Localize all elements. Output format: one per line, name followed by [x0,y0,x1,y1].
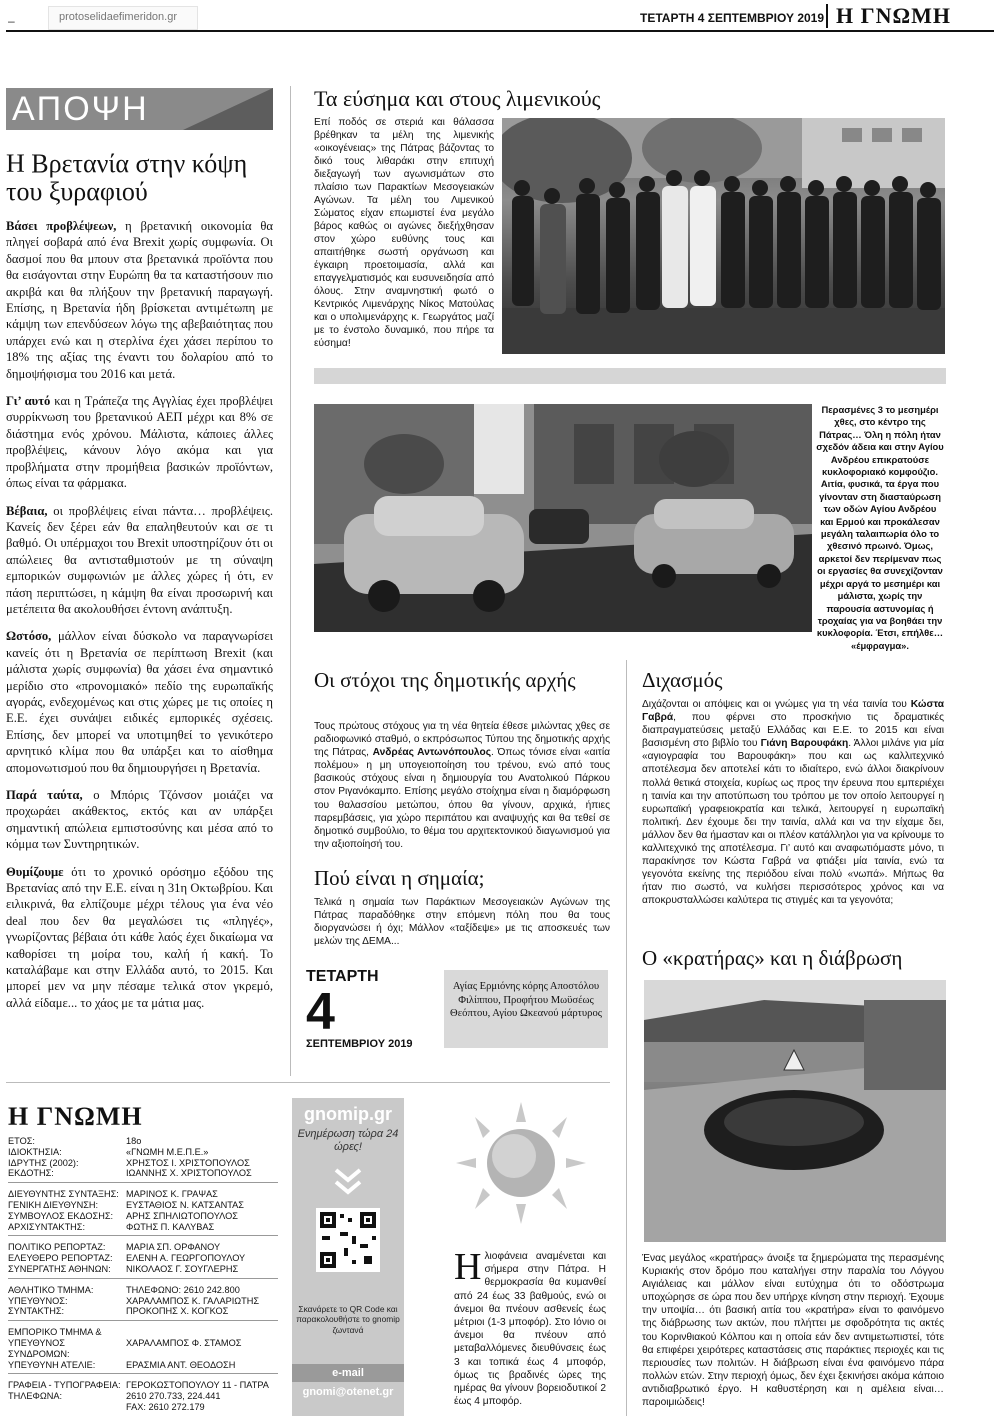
qr-code-icon[interactable] [316,1208,380,1272]
masthead-label: ΙΔΙΟΚΤΗΣΙΑ: [8,1146,62,1157]
day-month-year: ΣΕΠΤΕΜΒΡΙΟΥ 2019 [306,1038,413,1050]
saints-of-the-day: Αγίας Ερμιόνης κόρης Αποστόλου Φιλίππου, Προφήτου Μωϋσέως Θεόπτου, Αγίου Ωκεανού μάρτυρος [444,970,608,1048]
masthead-label: ΣΥΝΤΑΚΤΗΣ: [8,1306,65,1317]
masthead-value: ΜΑΡΙΝΟΣ Κ. ΓΡΑΨΑΣ [126,1189,218,1200]
kratiras-title: Ο «κρατήρας» και η διάβρωση [642,946,903,970]
gnomip-title[interactable]: gnomip.gr [304,1104,392,1124]
day-box [306,968,436,1060]
opinion-paragraph [6,503,273,618]
site-url-label[interactable]: protoselidaefimeridon.gr [48,6,198,30]
masthead-label: ΔΙΕΥΘΥΝΤΗΣ ΣΥΝΤΑΞΗΣ: [8,1189,119,1200]
masthead-label: ΕΛΕΥΘΕΡΟ ΡΕΠΟΡΤΑΖ: [8,1253,113,1264]
masthead-value: ΓΕΡΟΚΩΣΤΟΠΟΥΛΟΥ 11 - ΠΑΤΡΑ [126,1380,269,1391]
masthead-value: ΜΑΡΙΑ ΣΠ. ΟΡΦΑΝΟΥ [126,1242,221,1253]
day-weekday: ΤΕΤΑΡΤΗ [306,968,379,985]
masthead-label: ΣΥΝΕΡΓΑΤΗΣ ΑΘΗΝΩΝ: [8,1263,111,1274]
masthead-value: ΕΥΣΤΑΘΙΟΣ Ν. ΚΑΤΣΑΝΤΑΣ [126,1199,244,1210]
masthead-value: ΝΙΚΟΛΑΟΣ Γ. ΣΟΥΓΛΕΡΗΣ [126,1263,239,1274]
masthead-group [8,1242,278,1278]
section-label-text: ΑΠΟΨΗ [12,90,149,128]
opinion-paragraph [6,787,273,853]
opinion-paragraph [6,393,273,491]
stoxoi-body [314,720,610,851]
header-rule [6,30,994,32]
email-link[interactable]: gnomi@otenet.gr [302,1386,394,1398]
traffic-photo-caption: Περασμένες 3 το μεσημέρι χθες, στο κέντρο της Πάτρας… Όλη η πόλη ήταν σχεδόν άδεια και στην Αγίου Ανδρέου επικρατούσε κυκλοφοριακό κομφούζιο. Αιτία, φυσικά, τα έργα που γίνονταν στη διασταύρωση των οδών Αγίου Ανδρέου και Ερμού και προκάλεσαν μεγάλη ταλαιπωρία όλο το χθεσινό πρωινό. Όμως, αρκετοί δεν περίμεναν πως οι εργασίες θα συνεχίζονταν μέχρι αργά το μεσημέρι και μάλιστα, χωρίς την παρουσία αστυνομίας ή τροχαίας για να βοηθάει την κυκλοφορία. Έτσι, επήλθε… «έμφραγμα». [816,404,944,651]
masthead-group [8,1327,278,1374]
masthead-row [8,1200,278,1211]
column-divider [290,86,291,1076]
column-divider [626,660,627,1416]
opinion-title: Η Βρετανία στην κόψη του ξυραφιού [6,149,248,206]
paragraph-text: και η Τράπεζα της Αγγλίας έχει προβλέψει συρρίκνωση του βρετανικού ΑΕΠ μέχρι και 8% σε διάστημα ενός χρόνου. Μάλιστα, κάποιες άλλες προβλέψεις, κάνουν λόγο ακόμα και για προβλήματα στην προμήθεια βασικών προϊόντων, όπως είναι τα φάρμακα. [6,394,273,491]
masthead-value: ΦΩΤΗΣ Π. ΚΑΛΥΒΑΣ [126,1221,215,1232]
weather-drop-cap: Η [454,1246,482,1288]
masthead-value [126,1327,278,1338]
paragraph-lead: Βέβαια, [6,503,48,518]
masthead-credits [8,1136,278,1422]
masthead-row [8,1285,278,1296]
gray-separator-band [314,368,946,384]
masthead-label: ΑΡΧΙΣΥΝΤΑΚΤΗΣ: [8,1221,86,1232]
masthead-row [8,1222,278,1233]
masthead-group [8,1189,278,1236]
paragraph-lead: Θυμίζουμε [6,864,64,879]
stoxoi-title: Οι στόχοι της δημοτικής αρχής [314,668,576,692]
dixasmos-text: Διχάζονται οι απόψεις και οι γνώμες για τη νέα ταινία του [642,699,911,710]
traffic-street-photo [314,404,812,632]
bottom-rule [6,1082,610,1083]
masthead-label: ΓΕΝΙΚΗ ΔΙΕΥΘΥΝΣΗ: [8,1199,99,1210]
masthead-value: FAX: 2610 272.179 [126,1401,205,1412]
masthead-label: ΙΔΡΥΤΗΣ (2002): [8,1157,79,1168]
masthead-row [8,1158,278,1169]
masthead-label: ΠΟΛΙΤΙΚΟ ΡΕΠΟΡΤΑΖ: [8,1242,106,1253]
masthead-label: ΕΤΟΣ: [8,1136,35,1146]
masthead-row [8,1391,278,1402]
newspaper-logo: Η ΓΝΩΜΗ [826,4,976,28]
gnomip-promo-box [292,1098,404,1416]
crater-road-photo [644,980,946,1242]
top-story-title: Τα εύσημα και στους λιμενικούς [314,86,601,111]
masthead-group [8,1380,278,1415]
masthead-label: ΥΠΕΥΘΥΝΟΣ: [8,1295,68,1306]
masthead-label: ΥΠΕΥΘΥΝΗ ΑΤΕΛΙΕ: [8,1359,96,1370]
chevron-down-icon [330,1162,366,1198]
masthead-row [8,1327,278,1338]
dixasmos-text: , που φέρνει στο προσκήνιο τις δραματικές διαπραγματεύσεις μεταξύ Ελλάδας και Ε.Ε. το 2015 και είναι βασισμένη στο βιβλίο του [642,712,944,750]
masthead-row [8,1402,278,1413]
opinion-paragraph [6,628,273,776]
kratiras-body: Ένας μεγάλος «κρατήρας» άνοιξε τα ξημερώματα της περασμένης Κυριακής στον δρόμο που καταλήγει στην παραλία του Λόγγου Αιγιάλειας και μάλλον είναι ευτύχημα ότι το οδόστρωμα υποχώρησε σε ώρα που δεν υπήρχε κίνηση στην περιοχή. Έχουμε την υποψία… ότι βασική αιτία του «κρατήρα» είναι το φαινόμενο της διάβρωσης των ακτών, που πλήττει με σφοδρότητα τις ακτές του Κορινθιακού Κόλπου και η οποία εάν δεν αντιμετωπιστεί, τότε θα επιφέρει χειρότερες καταστάσεις στις παράκτιες περιοχές και τις περιουσίες των πολιτών. Η διάβρωση είναι ένα φαινόμενο πάρα πολλών ετών. Στην περιοχή όμως, δεν έχει ξεκινήσει ακόμα κάποιο αντιδιαβρωτικό έργο. Η καθυστέρηση και η αμέλεια είναι… παροιμιώδεις! [642,1253,944,1409]
masthead-row [8,1168,278,1179]
masthead-row [8,1147,278,1158]
paragraph-text: η βρετανική οικονομία θα πληγεί σοβαρά από ένα Brexit χωρίς συμφωνία. Οι δασμοί που θα μπουν στα βρετανικά προϊόντα που θα εισάγονται στην Ευρώπη θα τα καταστήσουν πιο ακριβά και θα πλήξουν την βρετανική παραγωγή. Επίσης, η Βρετανία ήδη βρίσκεται αντιμέτωπη με κάμψη των επενδύσεων λόγω της αβεβαιότητας που υπάρχει ενώ και η στερλίνα έχει χάσει περίπου το 18% της αξίας της έναντι του δολαρίου από το δημοψήφισμα του 2016 και μετά. [6,219,273,381]
masthead-value: ΧΡΗΣΤΟΣ Ι. ΧΡΙΣΤΟΠΟΥΛΟΣ [126,1157,250,1168]
masthead-row [8,1253,278,1264]
masthead-row [8,1338,278,1360]
paragraph-text: ο Μπόρις Τζόνσον μοιάζει να προχωράει ακάθεκτος, εκτός και αν υπάρξει σημαντική απώλεια εμπιστοσύνης και μέσα από το κόμμα των Συντηρητικών. [6,788,273,852]
email-label: e-mail [292,1364,404,1382]
masthead-row [8,1306,278,1317]
dixasmos-body [642,698,944,908]
opinion-body [6,218,273,1022]
masthead-label: ΣΥΜΒΟΥΛΟΣ ΕΚΔΟΣΗΣ: [8,1210,114,1221]
masthead-value: «ΓΝΩΜΗ Μ.Ε.Π.Ε.» [126,1146,209,1157]
coast-guard-group-photo [502,118,945,354]
dixasmos-text: . Άλλοι μιλάνε για μία «αγιογραφία του Βαρουφάκη» που και ως καλλιτεχνικό αποτέλεσμα δεν αποτελεί κάτι το ιδιαίτερο, ενώ άλλοι διακρίνουν πολλά θετικά στοιχεία, κυρίως ως προς την έρευνα που εμπεριέχει η ταινία και την αποτύπωση του τρόπου με τον οποίο λειτουργεί η ευρωπαϊκή γραφειοκρατία και τελικά, λειτουργεί η ευρωπαϊκή πολιτική. Δεν έχουμε δει την ταινία, αλλά και να την είχαμε δει, μάλλον δεν θα ήμασταν και οι πλέον κατάλληλοι για να κρίνουμε το καλλιτεχνικό της αποτέλεσμα. Γι’ αυτό και αναφωτιόμαστε μόνο, τι παρακίνησε τον Κώστα Γαβρά να φτιάξει μία ταινία, ενώ τα γεγονότα εκείνης της περιόδου είναι πολύ «νωπά». Μήπως θα ήταν πιο σωστό, να κυλήσει περισσότερος χρόνος και να αποκρυσταλλώσει καλύτερα τις στιγμές και τα γεγονότα; [642,738,945,907]
stoxoi-name: Ανδρέας Αντωνόπουλος [372,747,491,759]
masthead-row [8,1211,278,1222]
masthead-label: ΕΚΔΟΤΗΣ: [8,1168,54,1179]
photo-illustration [314,404,812,632]
top-story-body: Επί ποδός σε στεριά και θάλασσα βρέθηκαν τα μέλη της λιμενικής «οικογένειας» της Πάτρας βάζοντας το δικό τους λιθαράκι στην επιτυχή διεξαγωγή των αγωνισμάτων στο πλαίσιο των Παρακτίων Μεσογειακών Αγώνων. Τα μέλη του Λιμενικού Σώματος είχαν επωμιστεί ένα μεγάλο βάρος καθώς οι αγώνες διεξήχθησαν στον χώρο ευθύνης τους και απαιτήθηκε σωστή οργάνωση και έγκαιρη προετοιμασία, αλλά και επαγγελματισμός και ευσυνειδησία από όλους. Στην αναμνηστική φωτό ο Κεντρικός Λιμενάρχης Νίκος Ματούλας και ο υπολιμενάρχης κ. Γεωργάτος μαζί με το ένστολο δυναμικό, που πήρε τα εύσημα! [314,117,494,349]
sun-icon [434,1098,608,1228]
paragraph-text: μάλλον είναι δύσκολο να παραγνωρίσει κανείς ότι η Βρετανία σε περίπτωση Brexit (και μάλιστα χωρίς συμφωνία) θα χάσει ένα σημαντικό μερίδιο στο «προνομιακό» πεδίο της ευρωπαϊκής αγοράς, ενδεχομένως και στις χώρες με τις οποίες η Ε.Ε. έχει συνάψει ειδικές εμπορικές σχέσεις. Επίσης, δεν μπορεί να υποτιμηθεί το γενικότερο αρνητικό κλίμα που θα υπάρξει και το αίσθημα απομονωτισμού που θα δημιουργήσει η Βρετανία. [6,629,273,775]
weather-forecast [454,1246,606,1408]
masthead-label: ΓΡΑΦΕΙΑ - ΤΥΠΟΓΡΑΦΕΙΑ: [8,1380,121,1391]
photo-illustration [644,980,946,1242]
dixasmos-title: Διχασμός [642,668,723,692]
stoxoi-text: . Όπως τόνισε είναι «αιτία πολέμου» η μη υπογειοποίηση του τρένου, ενώ από τους βασικούς στόχους είναι η δημιουργία του Ανατολικού Πάρκου στον Ριγανόκαμπο. Επίσης μεγάλο στοίχημα είναι η διαμόρφωση του θαλασσίου μετώπου, όπου θα γίνουν, αρχικά, ήπιες παρεμβάσεις, για χώρο περιπάτου και αναψυχής και θα τεθεί σε δημοτικό συμβούλιο, το θέμα του αρχιτεκτονικού διαγωνισμού για την αξιοποίησή του. [314,747,610,850]
paragraph-lead: Ωστόσο, [6,629,52,644]
masthead-row [8,1264,278,1275]
dixasmos-name: Γιάνη Βαρουφάκη [760,738,849,750]
masthead-value: ΕΛΕΝΗ Α. ΓΕΩΡΓΟΠΟΥΛΟΥ [126,1253,246,1264]
masthead-label [8,1402,126,1413]
section-label-corner [183,88,273,130]
stoxoi-text: Τους πρώτους στόχους για τη νέα θητεία έθεσε μιλώντας χθες σε ραδιοφωνικό σταθμό, ο εκπρόσωπος Τύπου της δημοτικής αρχής της Πάτρας, [314,721,610,759]
paragraph-text: οι προβλέψεις είναι πάντα… προβλέψεις. Κανείς δεν ξέρει εάν θα επαληθευτούν και σε τι βαθμό. Οι υπέρμαχοι του Brexit υποστηρίζουν ότι οι απώλειες θα αντισταθμιστούν με τη σύναψη εμπορικών συμφωνιών με άλλες χώρες ή ότι, εν πάση περιπτώσει, η κάμψη θα είναι προσωρινή και μετέπειτα θα ακολουθήσει έντονη ανάπτυξη. [6,503,273,616]
qr-instructions: Σκανάρετε το QR Code και παρακολουθήστε το gnomip ζωντανά [296,1304,400,1335]
dixasmos-name: Κώστα Γαβρά [642,699,944,724]
masthead-row [8,1136,278,1147]
masthead-value: 18ο [126,1136,142,1146]
opinion-paragraph [6,218,273,382]
flag-title: Πού είναι η σημαία; [314,866,485,890]
masthead-row [8,1296,278,1307]
masthead-value: ΙΩΑΝΝΗΣ Χ. ΧΡΙΣΤΟΠΟΥΛΟΣ [126,1168,252,1179]
masthead-group [8,1136,278,1183]
masthead-label: ΕΜΠΟΡΙΚΟ ΤΜΗΜΑ & [8,1327,102,1338]
masthead-value: 2610 270.733, 224.441 [126,1391,221,1402]
paragraph-lead: Βάσει προβλέψεων, [6,219,117,233]
paragraph-lead: Παρά ταύτα, [6,788,83,802]
masthead-row [8,1242,278,1253]
masthead-value: ΧΑΡΑΛΑΜΠΟΣ Φ. ΣΤΑΜΟΣ [126,1337,242,1348]
weather-text: λιοφάνεια αναμένεται και σήμερα στην Πάτρα. Η θερμοκρασία θα κυμανθεί από 24 έως 33 βαθμούς, ενώ οι άνεμοι θα πνέουν ασθενείς έως μέτριοι (1-3 μποφόρ). Στο Ιόνιο οι άνεμοι θα πνέουν από μεταβαλλόμενες διευθύνσεις έως 3 και τοπικά έως 4 μποφόρ, όμως τις βραδινές ώρες της ημέρας θα γίνουν βορειοδυτικοί 2 έως 4 μποφόρ. [454,1251,606,1408]
masthead-row [8,1380,278,1391]
masthead-label: ΥΠΕΥΘΥΝΟΣ ΣΥΝΔΡΟΜΩΝ: [8,1337,70,1359]
masthead-label: ΤΗΛΕΦΩΝΑ: [8,1391,63,1402]
section-label-opinion [6,88,273,130]
gnomip-tagline: Ενημέρωση τώρα 24 ώρες! [297,1128,399,1153]
masthead-value: ΧΑΡΑΛΑΜΠΟΣ Κ. ΓΑΛΑΡΙΩΤΗΣ [126,1295,260,1306]
flag-body: Τελικά η σημαία των Παράκτιων Μεσογειακών Αγώνων της Πάτρας παραδόθηκε στην επόμενη πόλη που θα τους διοργανώσει ή όχι; Μάλλον «ταξίδεψε» με τις αποσκευές των μελών της ΔΕΜΑ... [314,897,610,948]
day-number: 4 [306,983,335,1041]
issue-date: ΤΕΤΑΡΤΗ 4 ΣΕΠΤΕΜΒΡΙΟΥ 2019 [640,11,825,25]
masthead-value: ΑΡΗΣ ΣΠΗΛΙΩΤΟΠΟΥΛΟΣ [126,1210,238,1221]
top-dash: – [8,14,15,28]
masthead-label: ΑΘΛΗΤΙΚΟ ΤΜΗΜΑ: [8,1284,94,1295]
masthead-row [8,1189,278,1200]
paragraph-text: ότι το χρονικό ορόσημο εξόδου της Βρετανίας από την Ε.Ε. είναι η 31η Οκτωβρίου. Και ειλικρινά, θα ελπίζουμε μέχρι τέλους για ένα νέο deal που δεν θα μεγαλώσει τις «πληγές», γνωρίζοντας βέβαια ότι κάθε λαός έχει δικαίωμα να καθορίσει τη μοίρα του, καλή ή κακή. Το καταλάβαμε και στην Ελλάδα αυτό, το 2015. Και μπορεί μεν να μην πέσαμε τελικά στον γκρεμό, αλλά είδαμε... το χάος με τα μάτια μας. [6,864,273,1010]
masthead-row [8,1360,278,1371]
masthead-logo: Η ΓΝΩΜΗ [8,1102,143,1131]
opinion-paragraph [6,864,273,1012]
masthead-group [8,1285,278,1321]
masthead-value: ΤΗΛΕΦΩΝΟ: 2610 242.800 [126,1284,240,1295]
masthead-value: ΠΡΟΚΟΠΗΣ Χ. ΚΟΓΚΟΣ [126,1306,229,1317]
masthead-value: ΕΡΑΣΜΙΑ ΑΝΤ. ΘΕΟΔΟΣΗ [126,1359,236,1370]
paragraph-lead: Γι’ αυτό [6,394,51,409]
photo-illustration [502,118,945,354]
